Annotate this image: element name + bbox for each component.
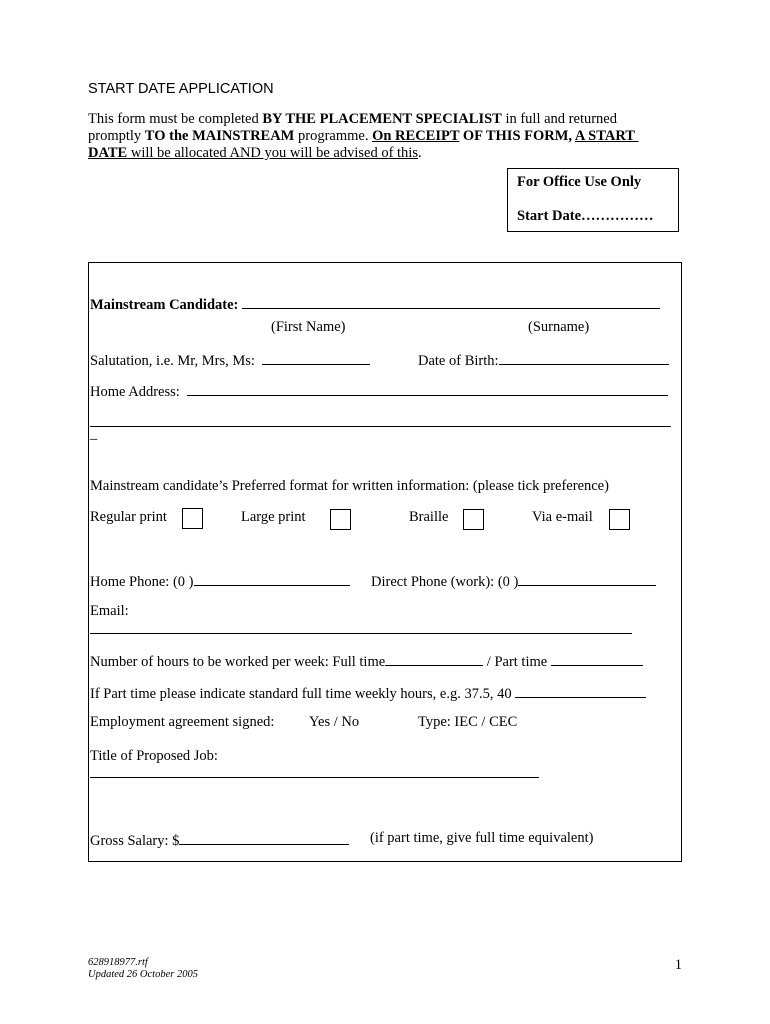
intro-underline-tail (635, 128, 639, 144)
email-label: Email: (90, 603, 129, 619)
surname-caption: (Surname) (528, 319, 590, 335)
intro-text: promptly (88, 128, 145, 144)
part-time-hours-label: If Part time please indicate standard full time weekly hours, e.g. 37.5, 40 (90, 686, 516, 702)
intro-text: programme. (294, 128, 373, 144)
job-title-label: Title of Proposed Job: (90, 748, 218, 764)
job-title-line[interactable] (90, 777, 539, 778)
candidate-field[interactable] (90, 294, 660, 314)
agreement-label: Employment agreement signed: (90, 714, 275, 730)
part-time-label: / Part time (483, 654, 551, 670)
format-braille-label: Braille (409, 509, 449, 525)
intro-line-2 (88, 128, 688, 145)
intro-text: in full and returned (501, 111, 617, 127)
address-dash: _ (90, 426, 98, 442)
home-address-line-2[interactable] (90, 426, 671, 427)
agreement-type[interactable]: Type: IEC / CEC (418, 714, 518, 730)
hours-label: Number of hours to be worked per week: Full time (90, 654, 386, 670)
intro-line-3 (88, 145, 688, 162)
salutation-field[interactable] (90, 350, 370, 370)
gross-salary-line[interactable] (179, 830, 349, 845)
format-regular-label: Regular print (90, 509, 167, 525)
intro-bold-underlined: A START (574, 128, 635, 144)
page-title: START DATE APPLICATION (88, 81, 274, 97)
page-number: 1 (674, 957, 682, 973)
footer-filename: 628918977.rtf (88, 957, 148, 968)
part-time-hours-field[interactable] (90, 683, 646, 703)
home-phone-line[interactable] (194, 571, 350, 586)
intro-bold: OF THIS FORM, (459, 128, 575, 144)
salutation-line[interactable] (262, 350, 370, 365)
format-large-label: Large print (241, 509, 306, 525)
office-use-box (507, 168, 679, 232)
part-time-hours-line[interactable] (515, 683, 646, 698)
dob-line[interactable] (499, 350, 669, 365)
salutation-label: Salutation, i.e. Mr, Mrs, Ms: (90, 353, 255, 369)
email-line[interactable] (90, 633, 632, 634)
intro-text: . (417, 145, 422, 161)
direct-phone-label: Direct Phone (work): (0 ) (371, 574, 519, 590)
dob-label: Date of Birth: (418, 353, 499, 369)
candidate-form-panel (88, 262, 682, 862)
home-phone-label: Home Phone: (0 ) (90, 574, 194, 590)
format-email-label: Via e-mail (532, 509, 593, 525)
hours-field[interactable] (90, 651, 643, 671)
direct-phone-line[interactable] (518, 571, 656, 586)
preferred-format-label: Mainstream candidate’s Preferred format for written information: (please tick preference) (90, 478, 609, 494)
home-address-field[interactable] (90, 381, 668, 401)
intro-bold: TO the MAINSTREAM (144, 128, 295, 144)
intro-text: This form must be completed (88, 111, 263, 127)
email-format-checkbox[interactable] (609, 509, 630, 530)
full-time-line[interactable] (385, 651, 483, 666)
candidate-name-line[interactable] (242, 294, 660, 309)
intro-line-1 (88, 111, 688, 128)
large-print-checkbox[interactable] (330, 509, 351, 530)
home-phone-field[interactable] (90, 571, 350, 591)
candidate-label: Mainstream Candidate: (90, 297, 239, 313)
office-use-heading: For Office Use Only (517, 174, 642, 190)
braille-checkbox[interactable] (463, 509, 484, 530)
gross-salary-label: Gross Salary: $ (90, 833, 180, 849)
dob-field[interactable] (418, 350, 669, 370)
gross-salary-field[interactable] (90, 830, 349, 850)
home-address-line[interactable] (187, 381, 668, 396)
direct-phone-field[interactable] (371, 571, 656, 591)
intro-underlined: will be allocated AND you will be advised of this (127, 145, 418, 161)
start-date-label: Start Date…………… (517, 208, 654, 224)
first-name-caption: (First Name) (271, 319, 346, 335)
intro-bold-underlined: On RECEIPT (372, 128, 460, 144)
regular-print-checkbox[interactable] (182, 508, 203, 529)
agreement-yes-no[interactable]: Yes / No (309, 714, 360, 730)
part-time-line[interactable] (551, 651, 643, 666)
intro-bold: BY THE PLACEMENT SPECIALIST (262, 111, 502, 127)
home-address-label: Home Address: (90, 384, 180, 400)
footer-updated: Updated 26 October 2005 (88, 969, 198, 980)
intro-bold-underlined: DATE (88, 145, 128, 161)
salary-note: (if part time, give full time equivalent) (370, 830, 594, 846)
